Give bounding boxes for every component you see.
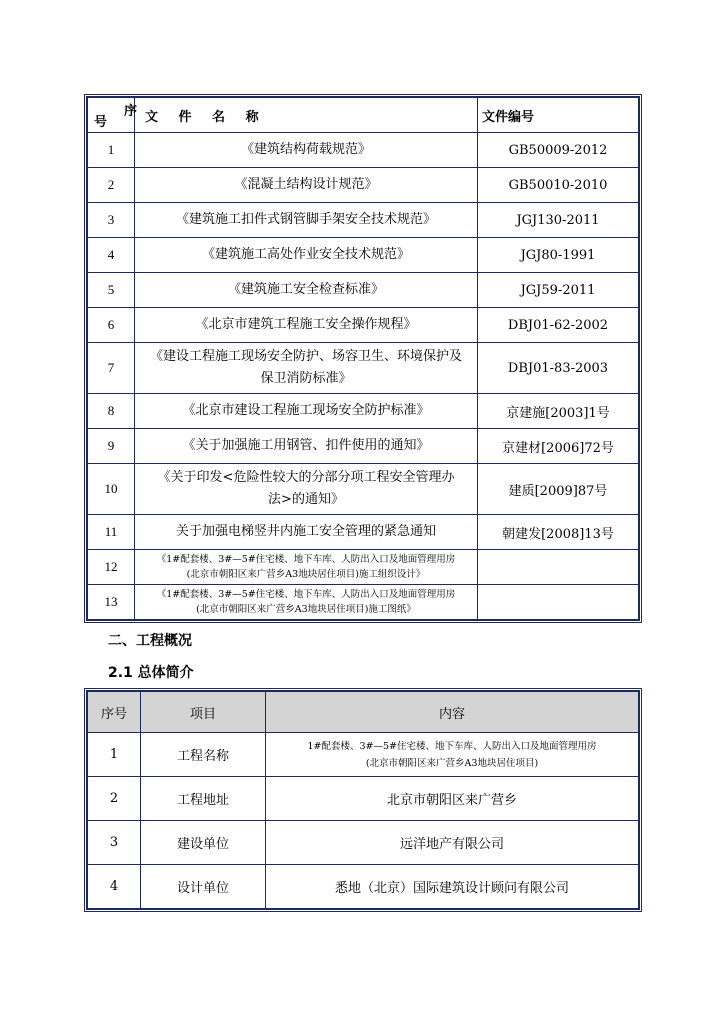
row-num: 6 bbox=[88, 308, 135, 343]
row-title-line2: 保卫消防标准》 bbox=[260, 371, 352, 386]
row-num: 12 bbox=[88, 550, 135, 585]
row-code: DBJ01-83-2003 bbox=[478, 343, 639, 394]
table-row bbox=[88, 777, 639, 821]
row-content-line1: 1#配套楼、3#—5#住宅楼、地下车库、人防出入口及地面管理用房 bbox=[307, 740, 597, 752]
row-title-line1: 《1#配套楼、3#—5#住宅楼、地下车库、人防出入口及地面管理用房 bbox=[156, 589, 456, 600]
row-item: 建设单位 bbox=[141, 821, 266, 865]
row-num: 2 bbox=[88, 168, 135, 203]
row-title-line1: 《关于印发<危险性较大的分部分项工程安全管理办 bbox=[157, 470, 455, 485]
header-seq-top: 序 bbox=[124, 103, 138, 118]
row-content bbox=[266, 733, 639, 777]
row-code: JGJ59-2011 bbox=[478, 273, 639, 308]
row-title: 《混凝土结构设计规范》 bbox=[135, 168, 478, 203]
row-title bbox=[135, 585, 478, 620]
row-title: 《关于加强施工用钢管、扣件使用的通知》 bbox=[135, 429, 478, 464]
row-num: 2 bbox=[88, 777, 141, 821]
table-row bbox=[88, 821, 639, 865]
row-content: 悉地（北京）国际建筑设计顾问有限公司 bbox=[266, 865, 639, 909]
row-num: 1 bbox=[88, 733, 141, 777]
header-seq bbox=[88, 98, 138, 133]
row-num: 5 bbox=[88, 273, 135, 308]
header-seq-bottom: 号 bbox=[94, 114, 108, 129]
row-title bbox=[135, 550, 478, 585]
row-num: 3 bbox=[88, 821, 141, 865]
table-row bbox=[88, 550, 639, 585]
table-row bbox=[88, 273, 639, 308]
row-num: 4 bbox=[88, 238, 135, 273]
row-title-line2: (北京市朝阳区来广营乡A3地块居住项目)施工图纸》 bbox=[196, 604, 416, 615]
row-num: 1 bbox=[88, 133, 135, 168]
table-row bbox=[88, 429, 639, 464]
row-code: GB50010-2010 bbox=[478, 168, 639, 203]
row-num: 11 bbox=[88, 515, 135, 550]
row-title-line1: 《建设工程施工现场安全防护、场容卫生、环境保护及 bbox=[149, 349, 462, 364]
row-code bbox=[478, 550, 639, 585]
header-content: 内容 bbox=[266, 692, 639, 733]
row-title: 《北京市建设工程施工现场安全防护标准》 bbox=[135, 394, 478, 429]
row-num: 13 bbox=[88, 585, 135, 620]
row-title: 《建筑施工高处作业安全技术规范》 bbox=[135, 238, 478, 273]
header-name: 文 件 名 称 bbox=[135, 98, 478, 133]
row-title bbox=[135, 464, 478, 515]
overview-table bbox=[84, 688, 642, 912]
row-num: 4 bbox=[88, 865, 141, 909]
row-code: 京建施[2003]1号 bbox=[478, 394, 639, 429]
row-item: 设计单位 bbox=[141, 865, 266, 909]
row-num: 3 bbox=[88, 203, 135, 238]
header-code: 文件编号 bbox=[478, 98, 639, 133]
subsection-heading: 2.1 总体简介 bbox=[108, 665, 194, 681]
row-num: 9 bbox=[88, 429, 135, 464]
section-heading: 二、工程概况 bbox=[108, 633, 192, 649]
row-code: DBJ01-62-2002 bbox=[478, 308, 639, 343]
row-title: 《建筑结构荷载规范》 bbox=[135, 133, 478, 168]
table-row bbox=[88, 464, 639, 515]
table-row bbox=[88, 133, 639, 168]
row-num: 10 bbox=[88, 464, 135, 515]
table-row bbox=[88, 343, 639, 394]
table-row bbox=[88, 515, 639, 550]
row-item: 工程地址 bbox=[141, 777, 266, 821]
row-code bbox=[478, 585, 639, 620]
table-row bbox=[88, 168, 639, 203]
row-code: GB50009-2012 bbox=[478, 133, 639, 168]
table-row bbox=[88, 238, 639, 273]
row-content: 北京市朝阳区来广营乡 bbox=[266, 777, 639, 821]
row-code: 建质[2009]87号 bbox=[478, 464, 639, 515]
table-header-row bbox=[88, 98, 639, 133]
table-row bbox=[88, 585, 639, 620]
references-table bbox=[84, 94, 642, 623]
row-title bbox=[135, 343, 478, 394]
row-num: 8 bbox=[88, 394, 135, 429]
header-item: 项目 bbox=[141, 692, 266, 733]
row-code: JGJ130-2011 bbox=[478, 203, 639, 238]
table-row bbox=[88, 203, 639, 238]
row-code: 京建材[2006]72号 bbox=[478, 429, 639, 464]
row-title: 关于加强电梯竖井内施工安全管理的紧急通知 bbox=[135, 515, 478, 550]
row-code: 朝建发[2008]13号 bbox=[478, 515, 639, 550]
row-content-line2: (北京市朝阳区来广营乡A3地块居住项目) bbox=[365, 757, 539, 769]
row-title: 《建筑施工安全检查标准》 bbox=[135, 273, 478, 308]
row-item: 工程名称 bbox=[141, 733, 266, 777]
table-row bbox=[88, 865, 639, 909]
table-row bbox=[88, 733, 639, 777]
header-seq: 序号 bbox=[88, 692, 141, 733]
table-header-row bbox=[88, 692, 639, 733]
table-row bbox=[88, 308, 639, 343]
row-code: JGJ80-1991 bbox=[478, 238, 639, 273]
row-num: 7 bbox=[88, 343, 135, 394]
row-title-line2: (北京市朝阳区来广营乡A3地块居住项目)施工组织设计》 bbox=[186, 569, 426, 580]
row-content: 远洋地产有限公司 bbox=[266, 821, 639, 865]
table-row bbox=[88, 394, 639, 429]
row-title: 《北京市建筑工程施工安全操作规程》 bbox=[135, 308, 478, 343]
row-title-line2: 法>的通知》 bbox=[268, 492, 344, 507]
row-title: 《建筑施工扣件式钢管脚手架安全技术规范》 bbox=[135, 203, 478, 238]
row-title-line1: 《1#配套楼、3#—5#住宅楼、地下车库、人防出入口及地面管理用房 bbox=[156, 554, 456, 565]
